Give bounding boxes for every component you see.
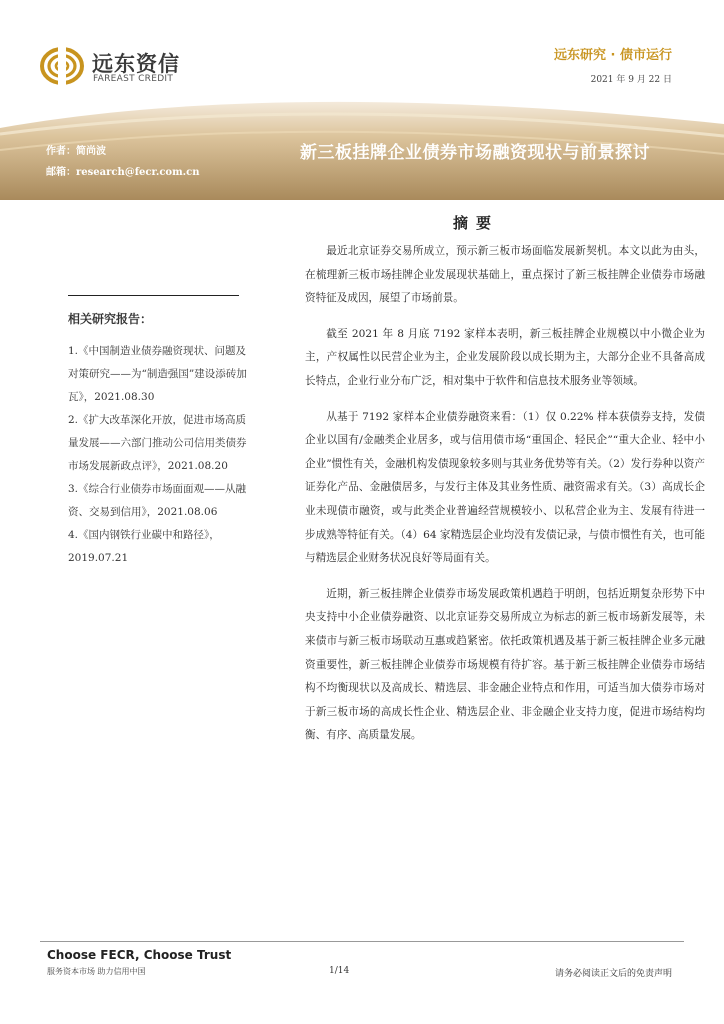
sidebar-divider: [68, 295, 239, 296]
author-line: 作者：简尚波: [46, 146, 106, 157]
related-reports-title: 相关研究报告：: [68, 312, 153, 326]
author-info: [46, 141, 200, 183]
footer-divider: [40, 941, 684, 942]
related-report-item[interactable]: 3.《综合行业债券市场面面观——从融资、交易到信用》，2021.08.06: [68, 483, 247, 518]
abstract-title: 摘要: [453, 214, 500, 232]
email-line: 邮箱：research@fecr.com.cn: [46, 167, 200, 178]
sidebar: [44, 200, 259, 925]
related-report-item[interactable]: 1.《中国制造业债券融资现状、问题及对策研究——为“制造强国”建设添砖加瓦》，2021.08.30: [68, 345, 247, 403]
abstract-paragraph: 近期，新三板挂牌企业债券市场发展政策机遇趋于明朗，包括近期复杂形势下中央支持中小企业债券融资、以北京证券交易所成立为标志的新三板市场新发展等，未来债市与新三板市场联动互惠或趋紧密。依托政策机遇及基于新三板挂牌企业多元融资重要性，新三板挂牌企业债券市场规模有待扩容。基于新三板挂牌企业债券市场结构不均衡现状以及高成长、精选层、非金融企业特点和作用，可适当加大债券市场对于新三板市场的高成长性企业、精选层企业、非金融企业支持力度，促进市场结构均衡、有序、高质量发展。: [305, 587, 705, 742]
abstract-section: [258, 200, 724, 925]
related-report-item[interactable]: 2.《扩大改革深化开放，促进市场高质量发展——六部门推动公司信用类债券市场发展新政点评》，2021.08.20: [68, 414, 247, 472]
abstract-paragraph: 从基于 7192 家样本企业债券融资来看：（1）仅 0.22% 样本获债券支持，发债企业以国有/金融类企业居多，或与信用债市场“重国企、轻民企”“重大企业、轻中小企业”惯性有关，金融机构发债现象较多则与其业务优势等有关。（2）发行券种以资产证券化产品、金融债居多，与发行主体及其业务性质、融资需求有关。（3）高成长企业未现债市融资，或与此类企业普遍经营规模较小、以私营企业为主、发展有待进一步成熟等特征有关。（4）64 家精选层企业均没有发债记录，与债市惯性有关，也可能与精选层企业财务状况良好等局面有关。: [305, 410, 705, 565]
page-number: 1/14: [329, 966, 350, 976]
footer-disclaimer: 请务必阅读正文后的免责声明: [554, 969, 672, 979]
report-series: 远东研究 · 债市运行: [554, 48, 672, 63]
footer-motto: 服务资本市场 助力信用中国: [47, 967, 146, 976]
related-reports-list: [68, 340, 248, 570]
logo-text-cn: 远东资信: [92, 52, 180, 76]
fecr-logo: [40, 46, 190, 90]
abstract-paragraph: 最近北京证券交易所成立，预示新三板市场面临发展新契机。本文以此为由头，在梳理新三板市场挂牌企业发展现状基础上，重点探讨了新三板挂牌企业债券市场融资特征及成因，展望了市场前景。: [305, 245, 705, 305]
abstract-body: [305, 240, 705, 760]
logo-mark-icon: [40, 46, 84, 86]
report-title: 新三板挂牌企业债券市场融资现状与前景探讨: [300, 143, 650, 163]
logo-text-en: FAREAST CREDIT: [93, 74, 174, 84]
abstract-paragraph: 截至 2021 年 8 月底 7192 家样本表明，新三板挂牌企业规模以中小微企业为主，产权属性以民营企业为主，企业发展阶段以成长期为主，大部分企业不具备高成长特点，企业行业分布广泛，相对集中于软件和信息技术服务业等领域。: [305, 327, 705, 387]
related-report-item[interactable]: 4.《国内钢铁行业碳中和路径》，2019.07.21: [68, 529, 220, 564]
footer-slogan: Choose FECR, Choose Trust: [47, 948, 232, 962]
report-date: 2021 年 9 月 22 日: [590, 75, 672, 85]
